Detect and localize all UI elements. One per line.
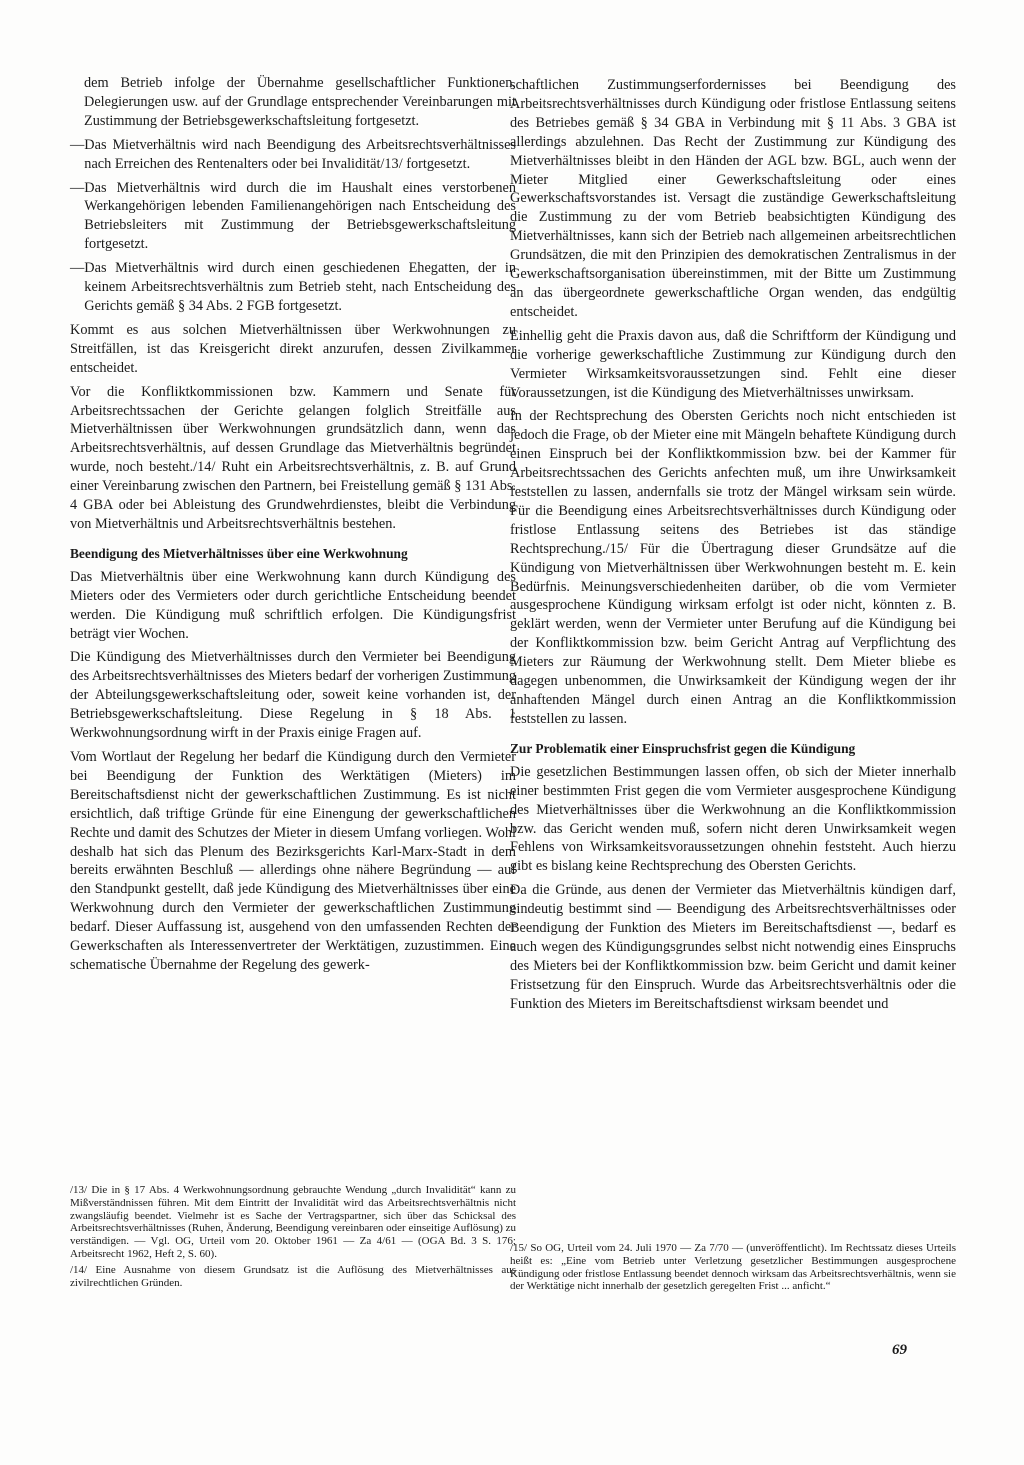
dash-mark: —: [70, 260, 85, 277]
dash-mark: —: [70, 179, 85, 196]
dash-list-item: [70, 179, 516, 255]
footnote: /15/ So OG, Urteil vom 24. Juli 1970 — Za 7/70 — (unveröffentlicht). Im Rechtssatz dieses Urteils heißt es: „Eine vom Betrieb unter Verletzung gesetzlicher Bestimmungen ausgesprochene Kündigung oder fristlose Entlassung beendet dennoch wirksam das Arbeitsrechtsverhältnis, wenn sie der Werktätige nicht innerhalb der gesetzlich geregelten Frist ... anficht.“: [510, 1242, 956, 1293]
footnote: /13/ Die in § 17 Abs. 4 Werkwohnungsordnung gebrauchte Wendung „durch Invalidität“ kann zu Mißverständnissen führen. Mit dem Eintritt der Invalidität wird das Arbeitsrechtsverhältnis nicht zwangsläufig beendet. Vielmehr ist es Sache der Vertragspartner, sich über das Schicksal des Arbeitsrechtsverhältnisses (Ruhen, Änderung, Beendigung vereinbaren oder einseitige Auflösung) zu verständigen. — Vgl. OG, Urteil vom 20. Oktober 1961 — Za 4/61 — (OGA Bd. 3 S. 176; Arbeitsrecht 1962, Heft 2, S. 60).: [70, 1184, 516, 1260]
paragraph: Die gesetzlichen Bestimmungen lassen offen, ob sich der Mieter innerhalb einer bestimmten Frist gegen die vom Vermieter ausgesprochene Kündigung des Mietverhältnisses über die Werkwohnung an die Konfliktkommission bzw. das Gericht wenden muß, sofern nicht deren Unwirksamkeit wegen Fehlens von Wirksamkeitsvoraussetzungen ohnehin feststeht. Auch hierzu gibt es bislang keine Rechtsprechung des Obersten Gerichts.: [510, 763, 956, 875]
paragraph-continuation: dem Betrieb infolge der Übernahme gesellschaftlicher Funktionen, Delegierungen usw. auf der Grundlage entsprechender Vereinbarungen mit Zustimmung der Betriebsgewerkschaftsleitung fortgesetzt.: [84, 75, 516, 129]
right-column: [510, 76, 956, 1019]
paragraph: Einhellig geht die Praxis davon aus, daß die Schriftform der Kündigung und die vorherige gewerkschaftliche Zustimmung zur Kündigung durch den Vermieter Wirksamkeitsvoraussetzungen sind. Fehlt eine dieser Voraussetzungen, ist die Kündigung des Mietverhältnisses unwirksam.: [510, 327, 956, 401]
right-footnotes: [510, 1242, 956, 1296]
paragraph: Kommt es aus solchen Mietverhältnissen über Werkwohnungen zu Streitfällen, ist das Kreisgericht direkt anzurufen, dessen Zivilkammer entscheidet.: [70, 321, 516, 376]
list-item-text: Das Mietverhältnis wird durch die im Haushalt eines verstorbenen Werkangehörigen lebenden Familienangehörigen nach Entscheidung des Betriebsleiters mit Zustimmung der Betriebsgewerkschaftsleitung fortgesetzt.: [84, 179, 516, 253]
paragraph: In der Rechtsprechung des Obersten Gerichts noch nicht entschieden ist jedoch die Frage, ob der Mieter eine mit Mängeln behaftete Kündigung durch einen Einspruch bei der Konfliktkommission bzw. bei der Kammer für Arbeitsrechtssachen des Gerichts anfechten muß, um ihre Unwirksamkeit feststellen zu lassen, andernfalls sie trotz der Mängel wirksam sein würde. Für die Beendigung eines Arbeitsrechtsverhältnisses durch Kündigung oder fristlose Entlassung seitens des Betriebes ist das ständige Rechtsprechung./15/ Für die Übertragung dieser Grundsätze auf die Kündigung von Mietverhältnissen über Werkwohnungen besteht m. E. kein Bedürfnis. Meinungsverschiedenheiten darüber, ob die vom Vermieter ausgesprochene Kündigung wirksam erfolgt ist oder nicht, könnten z. B. geklärt werden, wenn der Vermieter unter Berufung auf die Kündigung bei der Konfliktkommission bzw. beim Gericht Antrag auf Verpflichtung des Mieters zur Räumung der Werkwohnung stellt. Dem Mieter bliebe es dagegen unbenommen, die Unwirksamkeit der Kündigung wegen der ihr anhaftenden Mängel durch einen Antrag an die Konfliktkommission feststellen zu lassen.: [510, 408, 956, 727]
list-item-text: Das Mietverhältnis wird durch einen geschiedenen Ehegatten, der in keinem Arbeitsrechtsverhältnis zum Betrieb steht, nach Entscheidung des Gerichts gemäß § 34 Abs. 2 FGB fortgesetzt.: [84, 260, 516, 314]
list-item-text: Das Mietverhältnis wird nach Beendigung des Arbeitsrechtsverhältnisses nach Erreichen des Rentenalters oder bei Invalidität/13/ fortgesetzt.: [84, 136, 516, 172]
paragraph: Da die Gründe, aus denen der Vermieter das Mietverhältnis kündigen darf, eindeutig bestimmt sind — Beendigung des Arbeitsrechtsverhältnisses oder Beendigung der Funktion des Mieters im Bereitschaftsdienst —, bedarf es auch wegen des Kündigungsgrundes selbst nicht notwendig eines Einspruchs des Mieters bei der Konfliktkommission bzw. beim Gericht und damit keiner Fristsetzung für den Einspruch. Wurde das Arbeitsrechtsverhältnis oder die Funktion des Mieters im Bereitschaftsdienst wirksam beendet und: [510, 882, 956, 1012]
paragraph: Vor die Konfliktkommissionen bzw. Kammern und Senate für Arbeitsrechtssachen der Gerichte gelangen folglich Streitfälle aus Mietverhältnissen über Werkwohnungen grundsätzlich dann, wenn das Arbeitsrechtsverhältnis, auf dessen Grundlage das Mietverhältnis begründet wurde, noch besteht./14/ Ruht ein Arbeitsrechtsverhältnis, z. B. auf Grund einer Vereinbarung zwischen den Partnern, bei Freistellung gemäß § 131 Abs. 4 GBA oder bei Ableistung des Grundwehrdienstes, bleibt die Verbindung von Mietverhältnis und Arbeitsrechtsverhältnis bestehen.: [70, 383, 516, 532]
footnote: /14/ Eine Ausnahme von diesem Grundsatz ist die Auflösung des Mietverhältnisses aus zivilrechtlichen Gründen.: [70, 1263, 516, 1289]
section-heading: Beendigung des Mietverhältnisses über eine Werkwohnung: [70, 545, 408, 561]
left-footnotes: [70, 1184, 516, 1292]
dash-mark: —: [70, 136, 85, 153]
paragraph: Das Mietverhältnis über eine Werkwohnung kann durch Kündigung des Mieters oder des Vermieters oder durch gerichtliche Entscheidung beendet werden. Die Kündigung muß schriftlich erfolgen. Die Kündigungsfrist beträgt vier Wochen.: [70, 568, 516, 642]
paragraph: schaftlichen Zustimmungserfordernisses bei Beendigung des Arbeitsrechtsverhältnisses durch Kündigung oder fristlose Entlassung seitens des Betriebes gemäß § 34 GBA in Verbindung mit § 11 Abs. 3 GBA ist allerdings abzulehnen. Das Recht der Zustimmung zur Kündigung des Mietverhältnisses bleibt in den Händen der AGL bzw. BGL, auch wenn der Mieter Mitglied einer Gewerkschaftsleitung oder eines Gewerkschaftsvorstandes ist. Versagt die zuständige Gewerkschaftsleitung die Zustimmung zu der vom Betrieb beabsichtigten Kündigung des Mietverhältnisses, kann sich der Betrieb nach allgemeinen arbeitsrechtlichen Grundsätzen, die mit den Prinzipien des demokratischen Zentralismus in der Gewerkschaftsorganisation übereinstimmen, mit der Bitte um Zustimmung an das übergeordnete gewerkschaftliche Organ wenden, das endgültig entscheidet.: [510, 77, 956, 320]
dash-list-item: [70, 259, 516, 316]
paragraph: Vom Wortlaut der Regelung her bedarf die Kündigung durch den Vermieter bei Beendigung der Funktion des Werktätigen (Mieters) im Bereitschaftsdienst nicht der gewerkschaftlichen Zustimmung. Es ist nicht ersichtlich, daß triftige Gründe für eine Einengung der gewerkschaftlichen Rechte und damit des Schutzes der Mieter in diesem Umfang vorliegen. Wohl deshalb hat sich das Plenum des Bezirksgerichts Karl-Marx-Stadt in dem bereits erwähnten Beschluß — allerdings ohne nähere Begründung — auf den Standpunkt gestellt, daß jede Kündigung des Mietverhältnisses über eine Werkwohnung durch den Vermieter der gewerkschaftlichen Zustimmung bedarf. Dieser Auffassung ist, ausgehend von den umfassenden Rechten der Gewerkschaften als Interessenvertreter der Werktätigen, zuzustimmen. Eine schematische Übernahme der Regelung des gewerk-: [70, 749, 516, 973]
dash-list-item: [70, 136, 516, 174]
paragraph: Die Kündigung des Mietverhältnisses durch den Vermieter bei Beendigung des Arbeitsrechtsverhältnisses des Mieters bedarf der vorherigen Zustimmung der Abteilungsgewerkschaftsleitung oder, soweit keine vorhanden ist, der Betriebsgewerkschaftsleitung. Diese Regelung in § 18 Abs. 1 Werkwohnungsordnung wirft in der Praxis einige Fragen auf.: [70, 649, 516, 742]
left-column: [70, 74, 516, 980]
section-heading: Zur Problematik einer Einspruchsfrist gegen die Kündigung: [510, 740, 856, 756]
page-number: 69: [892, 1342, 907, 1358]
